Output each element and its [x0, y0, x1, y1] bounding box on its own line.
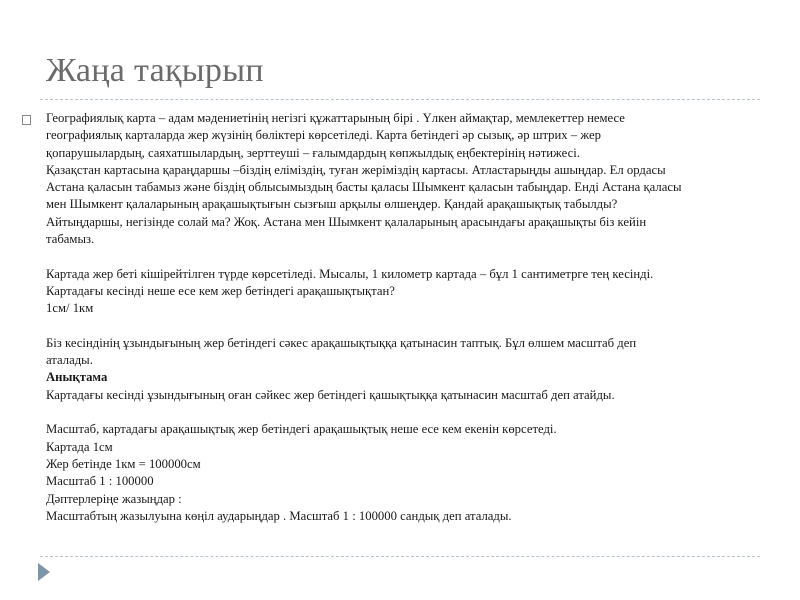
body-line: Астана қаласын табамыз және біздің облысымыздың басты қаласы Шымкент қаласын табыңдар. Енді Астана қаласы [46, 180, 682, 195]
body-line: Картада 1см [46, 439, 113, 454]
body-line: аталады. [46, 353, 93, 368]
footer-divider [40, 556, 760, 557]
definition-text: Картадағы кесінді ұзындығының оған сәйкес жер бетіндегі қашықтыққа қатынасин масштаб деп атайды. [46, 387, 615, 402]
body-line: Жер бетінде 1км = 100000см [46, 456, 201, 471]
play-arrow-icon[interactable] [38, 563, 50, 581]
body-line: Дәптерлеріңе жазыңдар : [46, 491, 182, 506]
body-line: Айтыңдаршы, негізінде солай ма? Жоқ. Астана мен Шымкент қалаларының арасындағы арақашықты біз кейін [46, 214, 647, 229]
body-line: Масштабтың жазылуына көңіл аударыңдар . Масштаб 1 : 100000 сандық деп аталады. [46, 508, 512, 523]
ratio-line: 1см/ 1км [46, 301, 94, 316]
body-line: Географиялық карта – адам мәдениетінің негізгі құжаттарының бірі . Үлкен аймақтар, мемлекеттер немесе [46, 111, 625, 125]
blank-line [46, 248, 770, 265]
definition-heading: Анықтама [46, 370, 108, 385]
body-line: Картадағы кесінді неше есе кем жер бетіндегі арақашықтықтан? [46, 283, 395, 298]
body-line: географиялық карталарда жер жүзінің бөліктері көрсетіледі. Карта бетіндегі әр сызық, әр штрих – жер [46, 128, 601, 143]
blank-line [46, 318, 770, 335]
body-line: қопарушылардың, саяхатшылардың, зерттеуші – ғалымдардың көпжылдық еңбектерінің нәтижесі. [46, 145, 580, 160]
blank-line [46, 404, 770, 421]
scale-line: Масштаб 1 : 100000 [46, 474, 154, 489]
body-line: табамыз. [46, 232, 95, 247]
body-line: Біз кесіндінің ұзындығының жер бетіндегі сәкес арақашықтыққа қатынасин таптық. Бұл өлшем масштаб деп [46, 335, 637, 350]
body-line: мен Шымкент қалаларының арақашықтығын сызғыш арқылы өлшеңдер. Қандай арақашықтық табылды? [46, 197, 618, 212]
body-line: Картада жер беті кішірейтілген түрде көрсетіледі. Мысалы, 1 километр картада – бұл 1 сантиметрге тең кесінді. [46, 266, 654, 281]
slide-body [46, 110, 770, 525]
bullet-icon [22, 115, 31, 125]
body-line: Масштаб, картадағы арақашықтық жер бетіндегі арақашықтық неше есе кем екенін көрсетеді. [46, 422, 557, 437]
slide-title: Жаңа тақырып [46, 52, 264, 89]
title-divider [40, 99, 760, 100]
body-line: Қазақстан картасына қараңдаршы –біздің еліміздің, туған жеріміздің картасы. Атластарыңды ашыңдар. Ел ордасы [46, 162, 666, 177]
